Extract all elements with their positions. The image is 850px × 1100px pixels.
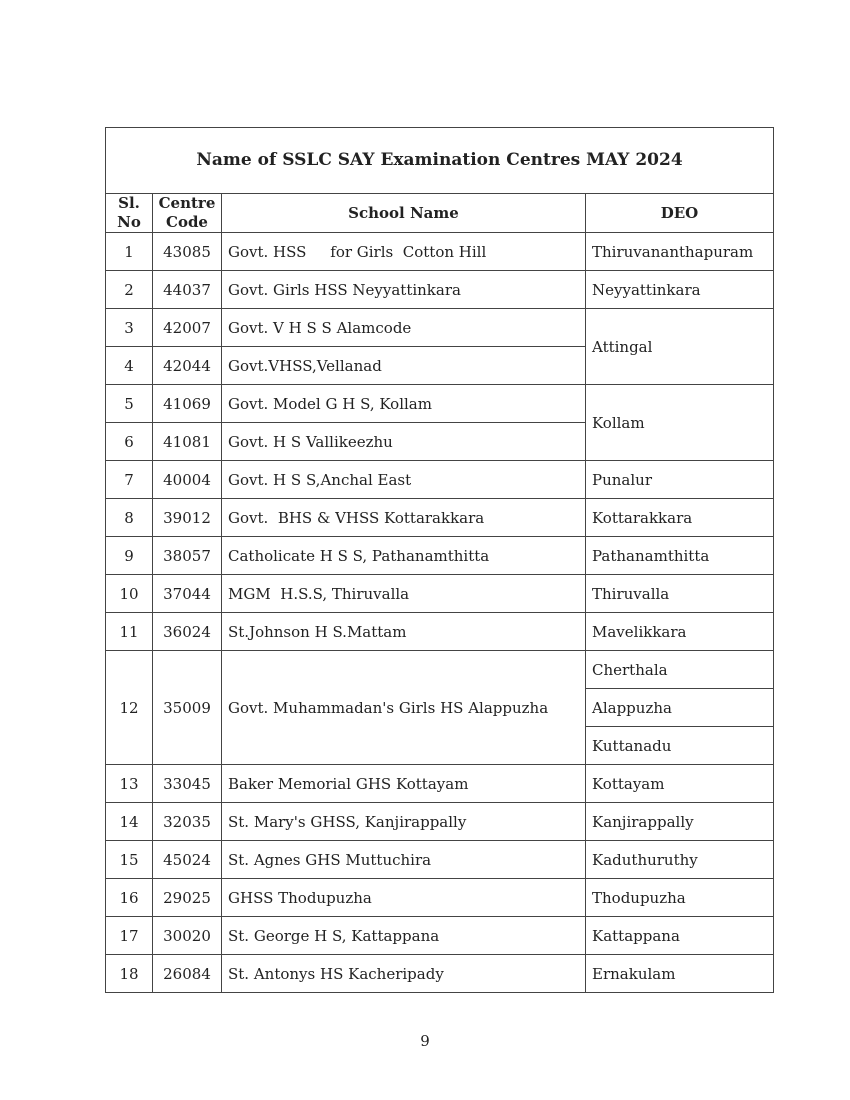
header-sl-no: Sl. No: [106, 194, 153, 233]
centre-code-cell: 30020: [153, 917, 222, 955]
school-name-cell: Govt. Girls HSS Neyyattinkara: [222, 271, 586, 309]
deo-cell: Ernakulam: [586, 955, 774, 993]
deo-cell: Kuttanadu: [586, 727, 774, 765]
school-name-cell: Govt. BHS & VHSS Kottarakkara: [222, 499, 586, 537]
deo-cell: Kottayam: [586, 765, 774, 803]
centre-code-cell: 33045: [153, 765, 222, 803]
deo-cell: Kaduthuruthy: [586, 841, 774, 879]
sl-no-cell: 17: [106, 917, 153, 955]
school-name-cell: St.Johnson H S.Mattam: [222, 613, 586, 651]
centre-code-cell: 44037: [153, 271, 222, 309]
sl-no-cell: 8: [106, 499, 153, 537]
school-name-cell: St. Mary's GHSS, Kanjirappally: [222, 803, 586, 841]
school-name-cell: Govt. HSS for Girls Cotton Hill: [222, 233, 586, 271]
sl-no-cell: 4: [106, 347, 153, 385]
centre-code-cell: 45024: [153, 841, 222, 879]
table-row: [106, 537, 774, 575]
school-name-cell: Govt.VHSS,Vellanad: [222, 347, 586, 385]
centre-code-cell: 39012: [153, 499, 222, 537]
deo-cell: Pathanamthitta: [586, 537, 774, 575]
deo-cell: Neyyattinkara: [586, 271, 774, 309]
deo-cell: Thiruvalla: [586, 575, 774, 613]
sl-no-cell: 11: [106, 613, 153, 651]
sl-no-cell: 6: [106, 423, 153, 461]
centre-code-cell: 37044: [153, 575, 222, 613]
centre-code-cell: 42007: [153, 309, 222, 347]
table-row: [106, 917, 774, 955]
table-row: [106, 461, 774, 499]
school-name-cell: St. Antonys HS Kacheripady: [222, 955, 586, 993]
sl-no-cell: 16: [106, 879, 153, 917]
sl-no-cell: 14: [106, 803, 153, 841]
page-number: 9: [420, 1032, 430, 1050]
header-deo: DEO: [586, 194, 774, 233]
deo-cell: Alappuzha: [586, 689, 774, 727]
school-name-cell: Govt. Model G H S, Kollam: [222, 385, 586, 423]
school-name-cell: MGM H.S.S, Thiruvalla: [222, 575, 586, 613]
sl-no-cell: 3: [106, 309, 153, 347]
deo-cell: Kanjirappally: [586, 803, 774, 841]
school-name-cell: Govt. H S S,Anchal East: [222, 461, 586, 499]
centre-code-cell: 32035: [153, 803, 222, 841]
sl-no-cell: 9: [106, 537, 153, 575]
centre-code-cell: 41081: [153, 423, 222, 461]
sl-no-cell: 2: [106, 271, 153, 309]
deo-cell: Kottarakkara: [586, 499, 774, 537]
sl-no-cell: 5: [106, 385, 153, 423]
deo-cell: Kattappana: [586, 917, 774, 955]
school-name-cell: Govt. Muhammadan's Girls HS Alappuzha: [222, 651, 586, 765]
school-name-cell: Catholicate H S S, Pathanamthitta: [222, 537, 586, 575]
deo-cell: Punalur: [586, 461, 774, 499]
sl-no-cell: 13: [106, 765, 153, 803]
centre-code-cell: 40004: [153, 461, 222, 499]
table-row: [106, 499, 774, 537]
table-row: [106, 613, 774, 651]
school-name-cell: St. George H S, Kattappana: [222, 917, 586, 955]
centre-code-cell: 41069: [153, 385, 222, 423]
table-row: [106, 271, 774, 309]
school-name-cell: St. Agnes GHS Muttuchira: [222, 841, 586, 879]
school-name-cell: Govt. V H S S Alamcode: [222, 309, 586, 347]
deo-cell: Thiruvananthapuram: [586, 233, 774, 271]
sl-no-cell: 1: [106, 233, 153, 271]
centre-code-cell: 42044: [153, 347, 222, 385]
deo-cell: Thodupuzha: [586, 879, 774, 917]
school-name-cell: Baker Memorial GHS Kottayam: [222, 765, 586, 803]
centre-code-cell: 26084: [153, 955, 222, 993]
deo-cell: Cherthala: [586, 651, 774, 689]
table-row: [106, 841, 774, 879]
centre-code-cell: 29025: [153, 879, 222, 917]
table-row: [106, 803, 774, 841]
table-row: [106, 879, 774, 917]
header-school-name: School Name: [222, 194, 586, 233]
table-row: [106, 955, 774, 993]
table-body: [106, 233, 774, 993]
sl-no-cell: 7: [106, 461, 153, 499]
sl-no-cell: 15: [106, 841, 153, 879]
centre-code-cell: 35009: [153, 651, 222, 765]
sl-no-cell: 18: [106, 955, 153, 993]
deo-cell: Kollam: [586, 385, 774, 461]
table-row: [106, 309, 774, 347]
school-name-cell: Govt. H S Vallikeezhu: [222, 423, 586, 461]
centre-code-cell: 43085: [153, 233, 222, 271]
table-row: [106, 233, 774, 271]
table-row: [106, 651, 774, 689]
deo-cell: Attingal: [586, 309, 774, 385]
school-name-cell: GHSS Thodupuzha: [222, 879, 586, 917]
sl-no-cell: 12: [106, 651, 153, 765]
centre-code-cell: 38057: [153, 537, 222, 575]
table-title: Name of SSLC SAY Examination Centres MAY 2024: [106, 128, 774, 194]
table-row: [106, 575, 774, 613]
centre-code-cell: 36024: [153, 613, 222, 651]
table-row: [106, 765, 774, 803]
header-centre-code: Centre Code: [153, 194, 222, 233]
sl-no-cell: 10: [106, 575, 153, 613]
table-row: [106, 385, 774, 423]
exam-centres-table: [105, 127, 774, 993]
deo-cell: Mavelikkara: [586, 613, 774, 651]
